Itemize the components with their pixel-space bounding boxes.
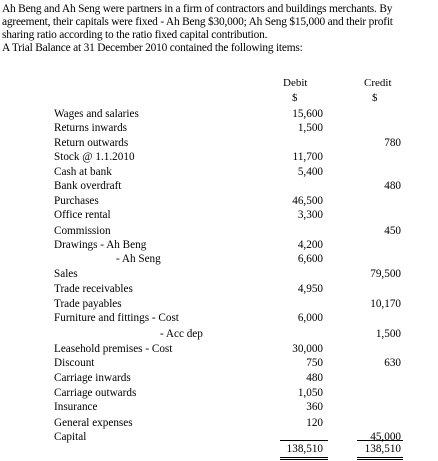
intro-paragraph xyxy=(2,3,438,55)
row-label: Commission xyxy=(54,225,111,237)
table-row xyxy=(0,109,438,123)
row-label: Carriage outwards xyxy=(54,387,137,399)
intro-line-2: agreement, their capitals were fixed - Ah Beng $30,000; Ah Seng $15,000 and their profit xyxy=(2,16,393,28)
row-label: General expenses xyxy=(54,417,133,429)
row-debit: 15,600 xyxy=(292,108,323,120)
row-credit: 1,500 xyxy=(375,328,401,340)
table-row xyxy=(0,388,438,402)
row-debit: 1,050 xyxy=(297,387,323,399)
debit-total-rule xyxy=(280,440,328,441)
row-label: Office rental xyxy=(54,209,111,221)
row-debit: 6,600 xyxy=(297,253,323,265)
debit-unit: $ xyxy=(292,92,298,104)
intro-line-4: A Trial Balance at 31 December 2010 contained the following items: xyxy=(2,42,303,54)
row-label: Trade receivables xyxy=(54,283,133,295)
credit-double-rule-2 xyxy=(357,459,403,460)
row-debit: 120 xyxy=(306,417,323,429)
table-row xyxy=(0,344,438,358)
row-label: Returns inwards xyxy=(54,122,128,134)
table-row xyxy=(0,167,438,181)
row-label: Wages and salaries xyxy=(54,108,139,120)
row-credit: 79,500 xyxy=(370,268,401,280)
table-row xyxy=(0,152,438,166)
row-label: Insurance xyxy=(54,401,98,413)
debit-total: 138,510 xyxy=(286,443,323,455)
credit-unit: $ xyxy=(372,92,378,104)
table-row xyxy=(0,418,438,432)
intro-line-1: Ah Beng and Ah Seng were partners in a firm of contractors and buildings merchants. By xyxy=(2,3,393,15)
row-label: Discount xyxy=(54,357,95,369)
row-label: Cash at bank xyxy=(54,166,112,178)
row-label: Drawings - Ah Beng xyxy=(54,239,147,251)
row-label: Capital xyxy=(54,431,87,443)
row-debit: 4,200 xyxy=(297,239,323,251)
intro-line-3: sharing ratio according to the ratio fixed capital contribution. xyxy=(2,29,268,41)
credit-total: 138,510 xyxy=(364,443,401,455)
table-row xyxy=(0,269,438,283)
credit-double-rule-1 xyxy=(357,457,403,458)
row-credit: 10,170 xyxy=(370,298,401,310)
row-debit: 4,950 xyxy=(297,283,323,295)
row-label: Carriage inwards xyxy=(54,372,131,384)
row-credit: 450 xyxy=(384,225,401,237)
table-row xyxy=(0,329,438,343)
row-credit: 480 xyxy=(384,180,401,192)
row-credit: 45,000 xyxy=(370,431,401,443)
row-debit: 750 xyxy=(306,357,323,369)
debit-double-rule-1 xyxy=(280,457,328,458)
table-row xyxy=(0,138,438,152)
row-label: Furniture and fittings - Cost xyxy=(54,312,179,324)
row-label: Bank overdraft xyxy=(54,180,122,192)
credit-header: Credit xyxy=(364,77,392,89)
row-debit: 30,000 xyxy=(292,343,323,355)
row-label: Stock @ 1.1.2010 xyxy=(54,151,135,163)
debit-header: Debit xyxy=(283,77,308,89)
row-debit: 6,000 xyxy=(297,312,323,324)
row-debit: 360 xyxy=(306,401,323,413)
row-debit: 11,700 xyxy=(292,151,323,163)
row-label: - Acc dep xyxy=(160,328,203,340)
table-row xyxy=(0,196,438,210)
debit-double-rule-2 xyxy=(280,459,328,460)
row-debit: 480 xyxy=(306,372,323,384)
row-credit: 630 xyxy=(384,357,401,369)
table-row xyxy=(0,284,438,298)
table-row xyxy=(0,240,438,254)
row-debit: 1,500 xyxy=(297,122,323,134)
table-row xyxy=(0,181,438,195)
row-label: Sales xyxy=(54,268,78,280)
table-row xyxy=(0,358,438,372)
row-label: Leasehold premises - Cost xyxy=(54,343,173,355)
table-row xyxy=(0,226,438,240)
row-label: Return outwards xyxy=(54,137,129,149)
table-row xyxy=(0,299,438,313)
row-debit: 5,400 xyxy=(297,166,323,178)
table-row xyxy=(0,123,438,137)
table-row xyxy=(0,402,438,416)
row-credit: 780 xyxy=(384,137,401,149)
table-row xyxy=(0,254,438,268)
row-label: - Ah Seng xyxy=(116,253,161,265)
credit-total-rule xyxy=(357,440,403,441)
table-row xyxy=(0,373,438,387)
row-label: Trade payables xyxy=(54,298,122,310)
row-debit: 3,300 xyxy=(297,209,323,221)
totals-row xyxy=(0,444,438,458)
table-row xyxy=(0,210,438,224)
row-debit: 46,500 xyxy=(292,195,323,207)
table-row xyxy=(0,313,438,327)
row-label: Purchases xyxy=(54,195,99,207)
